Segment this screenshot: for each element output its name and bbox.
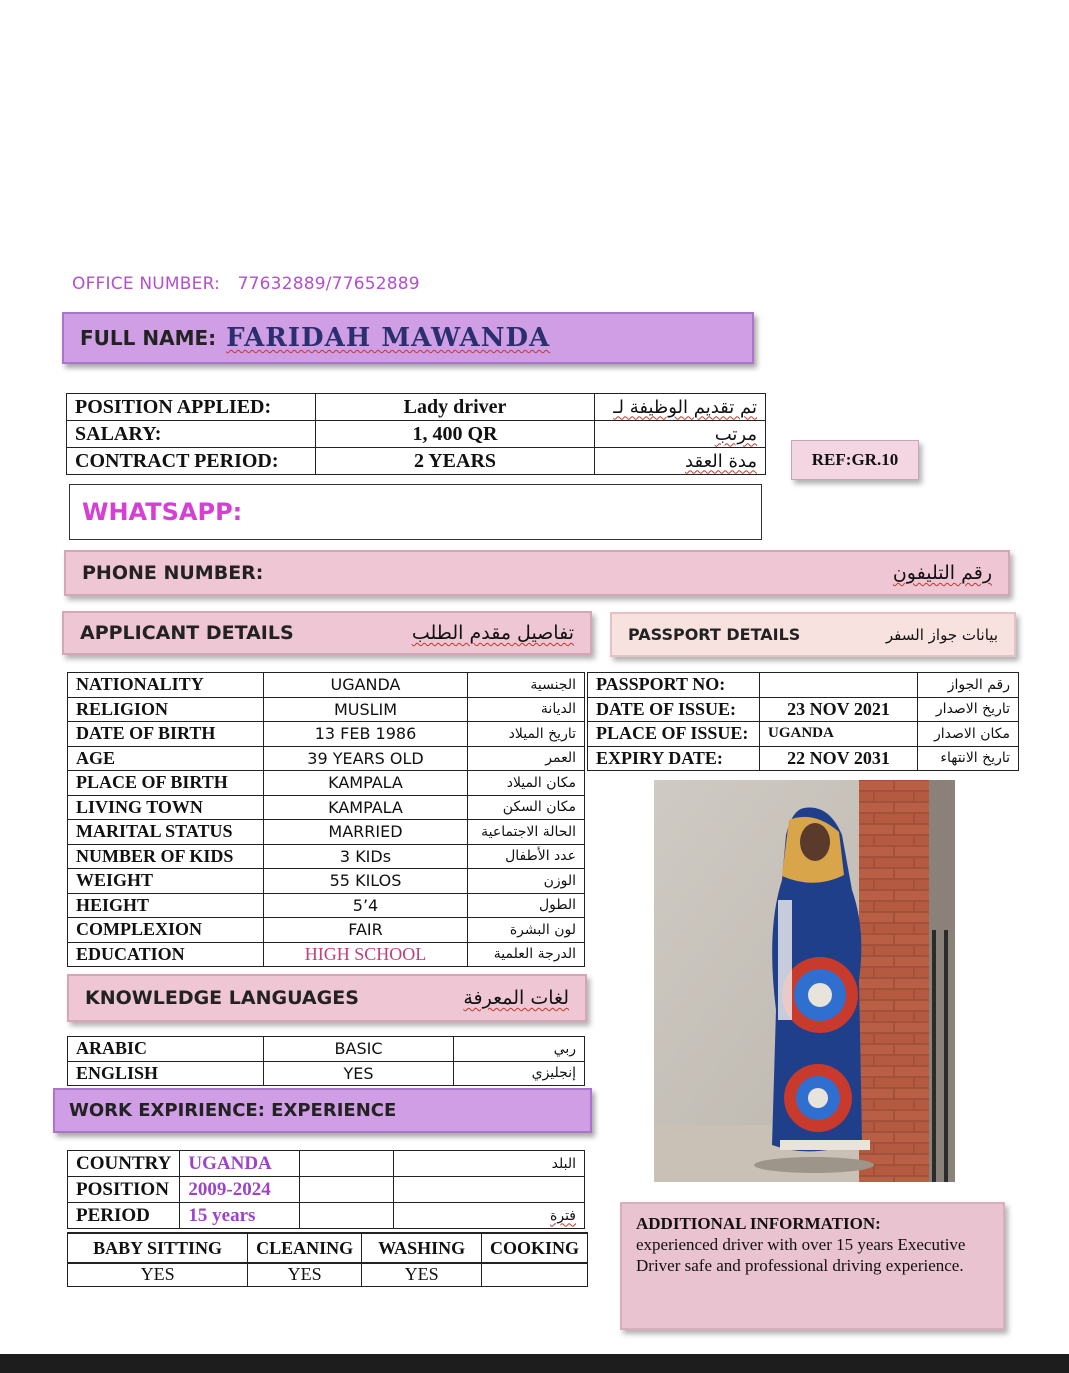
knowledge-languages-bar (67, 974, 587, 1022)
marital-status-label: MARITAL STATUS (68, 820, 264, 845)
height-arabic: الطول (468, 893, 585, 918)
table-row (588, 673, 1019, 698)
table-row (67, 421, 766, 448)
full-name-label: FULL NAME: (80, 326, 217, 350)
place-of-issue-value: UGANDA (760, 722, 918, 747)
language-english-level: YES (264, 1061, 454, 1086)
living-town-label: LIVING TOWN (68, 795, 264, 820)
skill-cooking-header: COOKING (481, 1233, 587, 1263)
date-of-issue-value: 23 NOV 2021 (760, 697, 918, 722)
table-row (588, 722, 1019, 747)
table-row (588, 697, 1019, 722)
applicant-details-label: APPLICANT DETAILS (80, 622, 294, 644)
knowledge-languages-arabic: لغات المعرفة (463, 987, 569, 1009)
contract-arabic: مدة العقد (595, 448, 766, 475)
work-period-arabic: فترة (394, 1203, 585, 1229)
table-row (68, 697, 585, 722)
place-of-issue-label: PLACE OF ISSUE: (588, 722, 760, 747)
table-row (588, 746, 1019, 771)
table-row (68, 918, 585, 943)
marital-status-value: MARRIED (264, 820, 468, 845)
complexion-arabic: لون البشرة (468, 918, 585, 943)
applicant-details-bar (62, 611, 592, 655)
height-value: 5’4 (264, 893, 468, 918)
number-of-kids-label: NUMBER OF KIDS (68, 844, 264, 869)
education-label: EDUCATION (68, 942, 264, 967)
whatsapp-box (69, 484, 762, 540)
table-row (68, 771, 585, 796)
language-arabic-label: ARABIC (68, 1037, 264, 1062)
phone-number-arabic: رقم التليفون (892, 562, 992, 584)
position-label: POSITION APPLIED: (67, 394, 316, 421)
work-experience-label: WORK EXPIRIENCE: EXPERIENCE (69, 1100, 397, 1121)
full-name-value: FARIDAH MAWANDA (226, 323, 551, 353)
work-country-arabic: البلد (394, 1151, 585, 1177)
full-name-bar (62, 312, 754, 364)
position-table (66, 393, 766, 475)
education-arabic: الدرجة العلمية (468, 942, 585, 967)
date-of-birth-label: DATE OF BIRTH (68, 722, 264, 747)
languages-table (67, 1036, 585, 1086)
table-row (68, 1061, 585, 1086)
nationality-label: NATIONALITY (68, 673, 264, 698)
number-of-kids-arabic: عدد الأطفال (468, 844, 585, 869)
age-arabic: العمر (468, 746, 585, 771)
applicant-table (67, 672, 585, 967)
marital-status-arabic: الحالة الاجتماعية (468, 820, 585, 845)
additional-information-box (620, 1202, 1005, 1330)
place-of-issue-arabic: مكان الاصدار (918, 722, 1019, 747)
salary-label: SALARY: (67, 421, 316, 448)
expiry-date-value: 22 NOV 2031 (760, 746, 918, 771)
position-arabic: تم تقديم الوظيفة لـ (595, 394, 766, 421)
language-english-arabic: إنجليزي (454, 1061, 585, 1086)
work-position-blank (300, 1177, 394, 1203)
bottom-bar (0, 1354, 1069, 1373)
work-period-blank (300, 1203, 394, 1229)
work-experience-table (67, 1150, 585, 1229)
passport-details-arabic: بيانات جواز السفر (885, 625, 998, 644)
skills-table (67, 1232, 588, 1287)
passport-no-value (760, 673, 918, 698)
work-period-value: 15 years (180, 1203, 300, 1229)
work-position-label: POSITION (68, 1177, 180, 1203)
work-position-value: 2009-2024 (180, 1177, 300, 1203)
applicant-details-arabic: تفاصيل مقدم الطلب (411, 622, 574, 644)
knowledge-languages-label: KNOWLEDGE LANGUAGES (85, 987, 359, 1009)
table-row (68, 1177, 585, 1203)
number-of-kids-value: 3 KIDs (264, 844, 468, 869)
contract-value: 2 YEARS (316, 448, 595, 475)
date-of-birth-value: 13 FEB 1986 (264, 722, 468, 747)
date-of-issue-label: DATE OF ISSUE: (588, 697, 760, 722)
table-row (67, 448, 766, 475)
whatsapp-label: WHATSAPP: (82, 498, 243, 526)
phone-number-label: PHONE NUMBER: (82, 562, 264, 584)
place-of-birth-value: KAMPALA (264, 771, 468, 796)
expiry-date-arabic: تاريخ الانتهاء (918, 746, 1019, 771)
religion-value: MUSLIM (264, 697, 468, 722)
place-of-birth-arabic: مكان الميلاد (468, 771, 585, 796)
passport-no-arabic: رقم الجواز (918, 673, 1019, 698)
additional-information-title: ADDITIONAL INFORMATION: (636, 1214, 881, 1233)
table-row (68, 942, 585, 967)
applicant-photo (654, 780, 955, 1182)
language-english-label: ENGLISH (68, 1061, 264, 1086)
skill-washing-value: YES (362, 1263, 482, 1286)
nationality-value: UGANDA (264, 673, 468, 698)
table-row (68, 1263, 588, 1286)
weight-label: WEIGHT (68, 869, 264, 894)
ref-code: REF:GR.10 (791, 440, 919, 480)
phone-number-bar (64, 550, 1010, 596)
passport-no-label: PASSPORT NO: (588, 673, 760, 698)
table-row (68, 746, 585, 771)
complexion-value: FAIR (264, 918, 468, 943)
table-row (68, 1151, 585, 1177)
work-country-blank (300, 1151, 394, 1177)
salary-arabic: مرتب (595, 421, 766, 448)
passport-details-label: PASSPORT DETAILS (628, 625, 801, 644)
complexion-label: COMPLEXION (68, 918, 264, 943)
date-of-birth-arabic: تاريخ الميلاد (468, 722, 585, 747)
office-number-value: 77632889/77652889 (237, 274, 420, 294)
skill-washing-header: WASHING (362, 1233, 482, 1263)
salary-value: 1, 400 QR (316, 421, 595, 448)
table-row (68, 722, 585, 747)
nationality-arabic: الجنسية (468, 673, 585, 698)
passport-details-bar (610, 612, 1016, 657)
table-row (68, 893, 585, 918)
table-row (68, 820, 585, 845)
work-country-label: COUNTRY (68, 1151, 180, 1177)
living-town-arabic: مكان السكن (468, 795, 585, 820)
position-value: Lady driver (316, 394, 595, 421)
skill-baby-sitting-header: BABY SITTING (68, 1233, 248, 1263)
applicant-photo-illustration (654, 780, 955, 1182)
office-number (72, 274, 420, 294)
language-arabic-level: BASIC (264, 1037, 454, 1062)
language-arabic-arabic: ربي (454, 1037, 585, 1062)
table-row (67, 394, 766, 421)
work-period-label: PERIOD (68, 1203, 180, 1229)
table-row (68, 1037, 585, 1062)
work-country-value: UGANDA (180, 1151, 300, 1177)
expiry-date-label: EXPIRY DATE: (588, 746, 760, 771)
table-row (68, 795, 585, 820)
office-number-label: OFFICE NUMBER: (72, 274, 221, 294)
table-row (68, 673, 585, 698)
age-label: AGE (68, 746, 264, 771)
date-of-issue-arabic: تاريخ الاصدار (918, 697, 1019, 722)
education-value: HIGH SCHOOL (264, 942, 468, 967)
contract-label: CONTRACT PERIOD: (67, 448, 316, 475)
religion-label: RELIGION (68, 697, 264, 722)
age-value: 39 YEARS OLD (264, 746, 468, 771)
weight-arabic: الوزن (468, 869, 585, 894)
skill-cleaning-value: YES (248, 1263, 362, 1286)
religion-arabic: الديانة (468, 697, 585, 722)
table-row (68, 1233, 588, 1263)
skill-baby-sitting-value: YES (68, 1263, 248, 1286)
place-of-birth-label: PLACE OF BIRTH (68, 771, 264, 796)
passport-table (587, 672, 1019, 771)
work-position-arabic (394, 1177, 585, 1203)
table-row (68, 844, 585, 869)
additional-information-text: experienced driver with over 15 years Executive Driver safe and professional driving experience. (636, 1235, 966, 1275)
table-row (68, 1203, 585, 1229)
height-label: HEIGHT (68, 893, 264, 918)
work-experience-bar (53, 1088, 592, 1133)
weight-value: 55 KILOS (264, 869, 468, 894)
skill-cooking-value (481, 1263, 587, 1286)
living-town-value: KAMPALA (264, 795, 468, 820)
skill-cleaning-header: CLEANING (248, 1233, 362, 1263)
table-row (68, 869, 585, 894)
